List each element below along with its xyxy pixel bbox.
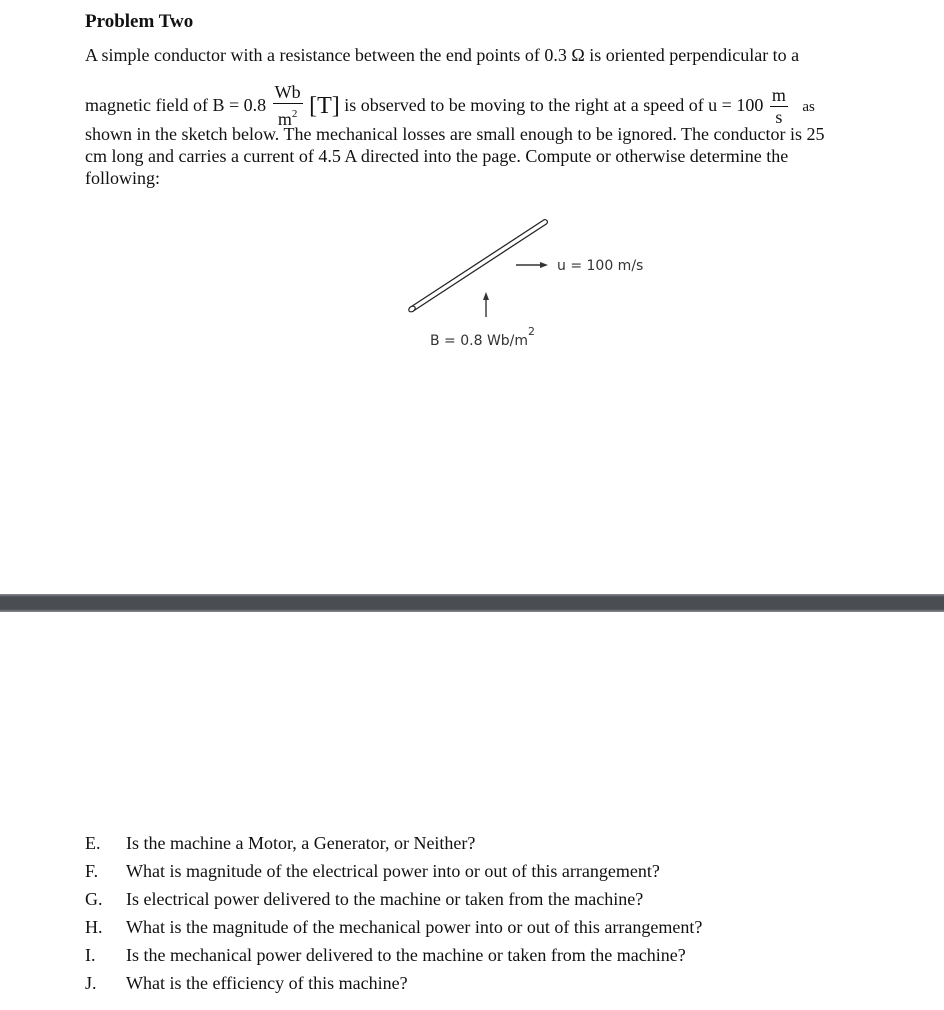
question-text: Is the machine a Motor, a Generator, or Neither?: [126, 833, 476, 853]
as-text: as: [802, 99, 815, 116]
problem-title: Problem Two: [85, 11, 194, 32]
field-units-fraction: [273, 81, 303, 129]
question-letter: H.: [85, 917, 103, 937]
speed-text: is observed to be moving to the right at a speed of u = 100: [344, 95, 764, 116]
fraction-numerator: Wb: [274, 82, 301, 102]
question-text: What is magnitude of the electrical power into or out of this arrangement?: [126, 861, 660, 881]
field-text: magnetic field of B = 0.8: [85, 95, 267, 116]
question-letter: F.: [85, 861, 99, 881]
velocity-label: u = 100 m/s: [557, 258, 644, 274]
problem-text-line-1: A simple conductor with a resistance between the end points of 0.3 Ω is oriented perpendicular to a: [85, 45, 800, 65]
speed-units-fraction: [770, 84, 788, 127]
fraction-numerator: m: [771, 84, 786, 105]
question-text: What is the efficiency of this machine?: [126, 973, 408, 993]
fraction-denominator: $m^2$: [273, 103, 303, 129]
question-text: Is electrical power delivered to the machine or taken from the machine?: [126, 889, 644, 909]
conductor-sketch: [400, 210, 700, 360]
question-letter: G.: [85, 889, 103, 909]
question-letter: J.: [85, 973, 97, 993]
fraction-denominator: s: [770, 106, 788, 127]
question-text: Is the mechanical power delivered to the machine or taken from the machine?: [126, 945, 686, 965]
question-letter: E.: [85, 833, 101, 853]
problem-text-line-3: shown in the sketch below. The mechanical losses are small enough to be ignored. The conductor is 25: [85, 124, 825, 144]
field-arrow: [483, 292, 489, 317]
velocity-arrow: [516, 262, 548, 268]
conductor-rod: [408, 222, 545, 313]
tesla-unit: [T]: [309, 93, 340, 120]
field-label: B = 0.8 $Wb/m^2$: [430, 325, 536, 349]
problem-text-line-4: cm long and carries a current of 4.5 A directed into the page. Compute or otherwise determine the: [85, 146, 789, 166]
question-text: What is the magnitude of the mechanical power into or out of this arrangement?: [126, 917, 703, 937]
problem-text-line-5: following:: [85, 168, 160, 188]
page-divider: [0, 594, 944, 612]
question-letter: I.: [85, 945, 96, 965]
